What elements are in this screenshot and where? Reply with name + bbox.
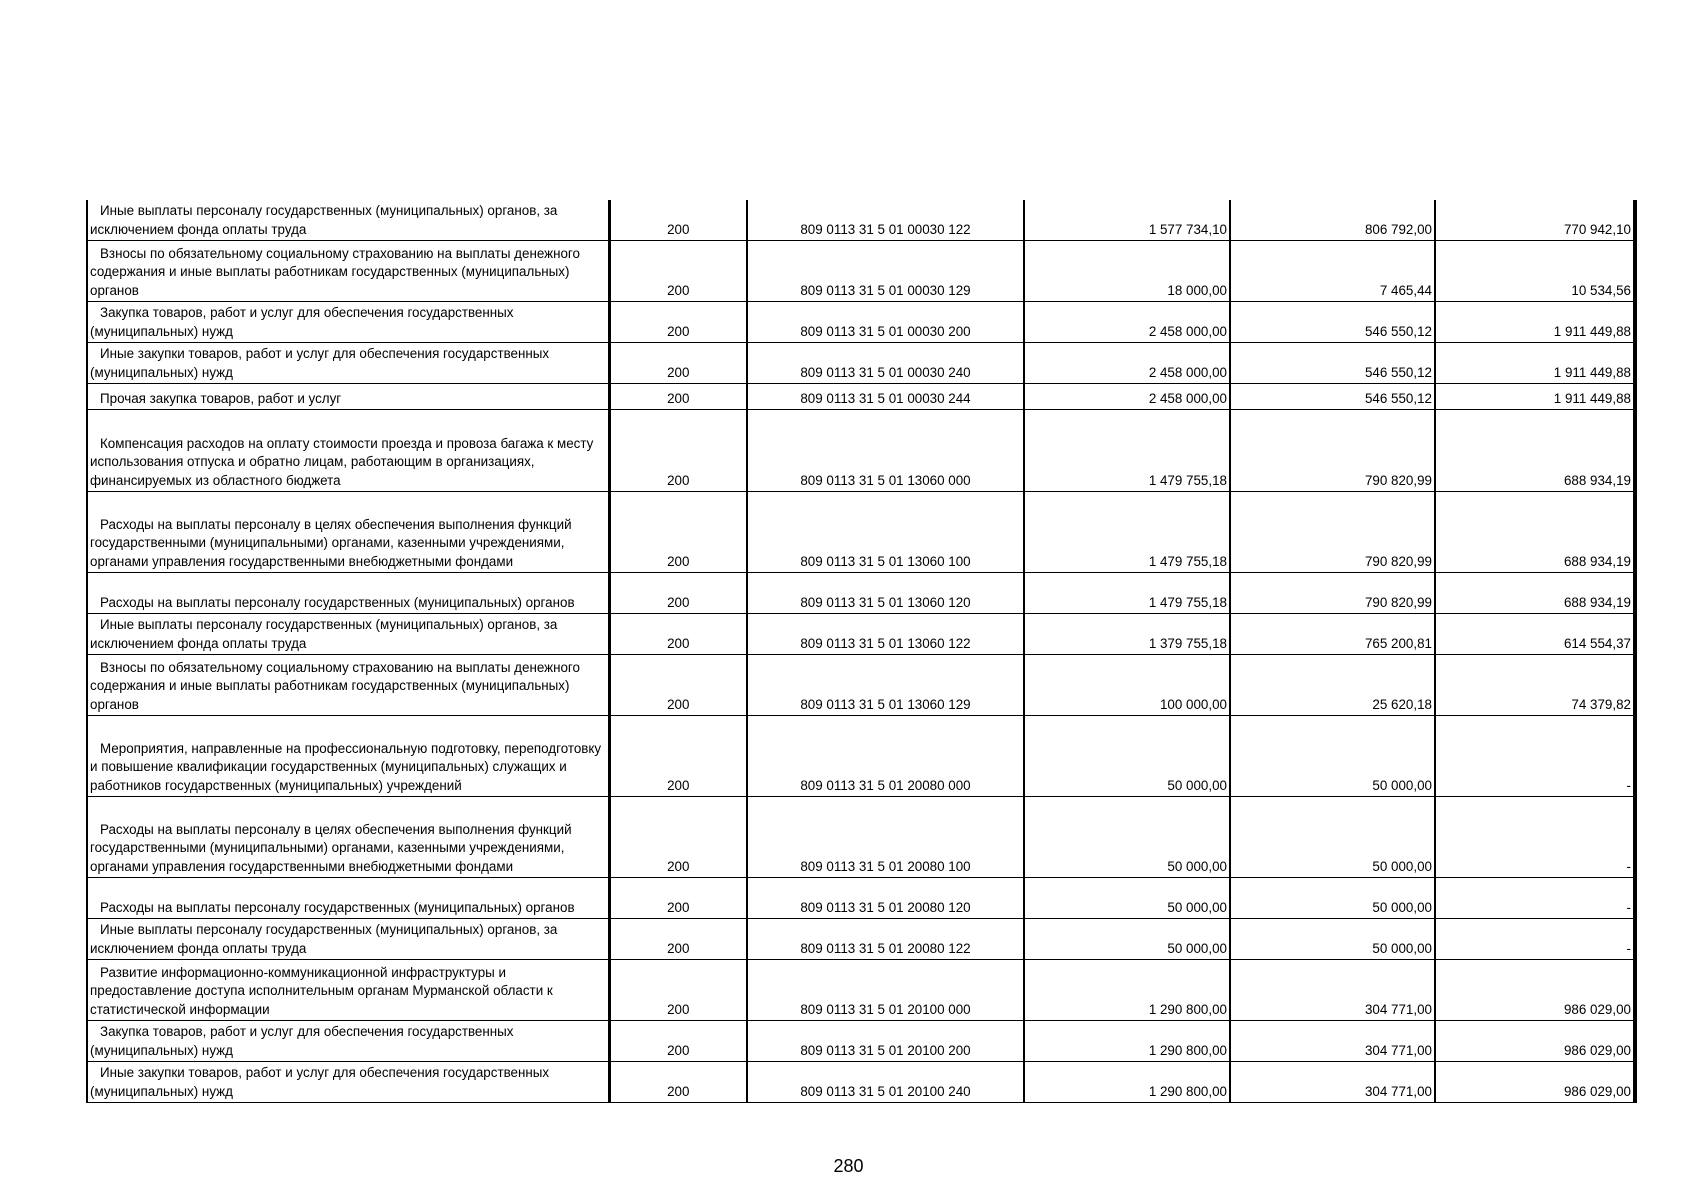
page-number: 280 xyxy=(833,1156,864,1176)
row-line-code-cell xyxy=(609,342,747,383)
row-budget-code-cell xyxy=(747,240,1024,301)
row-line-code-text: 200 xyxy=(667,858,690,874)
row-approved-text: 18 000,00 xyxy=(1167,282,1227,298)
row-unexecuted-cell xyxy=(1435,200,1635,240)
row-executed-text: 50 000,00 xyxy=(1372,899,1432,915)
row-line-code-text: 200 xyxy=(667,899,690,915)
row-budget-code-text: 809 0113 31 5 01 20080 000 xyxy=(800,777,971,793)
row-line-code-text: 200 xyxy=(667,594,690,610)
row-budget-code-cell xyxy=(747,796,1024,877)
row-approved-cell xyxy=(1024,383,1230,409)
row-unexecuted-cell xyxy=(1435,240,1635,301)
row-executed-cell xyxy=(1230,572,1435,613)
row-name-text: Развитие информационно-коммуникационной инфраструктуры и предоставление доступа исполнительным органам Мурманской области к статистической информации xyxy=(90,964,553,1017)
row-line-code-cell xyxy=(609,240,747,301)
row-unexecuted-text: 1 911 449,88 xyxy=(1553,390,1631,406)
row-approved-text: 100 000,00 xyxy=(1159,696,1227,712)
row-unexecuted-cell xyxy=(1435,383,1635,409)
table-row xyxy=(87,491,1635,572)
row-name-cell xyxy=(87,200,609,240)
row-approved-text: 1 479 755,18 xyxy=(1148,594,1227,610)
row-name-cell xyxy=(87,240,609,301)
row-name-text: Расходы на выплаты персоналу в целях обеспечения выполнения функций государственными (муниципальными) органами, казенными учреждениями, органами управления государственными внебюджетными фондами xyxy=(90,516,572,569)
row-line-code-text: 200 xyxy=(667,323,690,339)
row-executed-cell xyxy=(1230,918,1435,959)
row-executed-text: 790 820,99 xyxy=(1364,553,1432,569)
row-line-code-cell xyxy=(609,796,747,877)
row-line-code-text: 200 xyxy=(667,472,690,488)
row-line-code-text: 200 xyxy=(667,221,690,237)
table-row xyxy=(87,383,1635,409)
row-budget-code-cell xyxy=(747,491,1024,572)
row-approved-text: 1 290 800,00 xyxy=(1148,1083,1227,1099)
row-unexecuted-cell xyxy=(1435,409,1635,491)
row-budget-code-cell xyxy=(747,1020,1024,1061)
row-budget-code-text: 809 0113 31 5 01 20080 100 xyxy=(800,858,971,874)
row-budget-code-text: 809 0113 31 5 01 00030 122 xyxy=(800,221,971,237)
row-approved-cell xyxy=(1024,240,1230,301)
row-executed-cell xyxy=(1230,491,1435,572)
row-unexecuted-text: - xyxy=(1626,777,1631,793)
row-budget-code-cell xyxy=(747,301,1024,342)
row-executed-cell xyxy=(1230,796,1435,877)
table-row xyxy=(87,959,1635,1020)
table-row xyxy=(87,572,1635,613)
row-approved-text: 2 458 000,00 xyxy=(1148,364,1227,380)
row-line-code-text: 200 xyxy=(667,553,690,569)
row-line-code-text: 200 xyxy=(667,364,690,380)
row-line-code-cell xyxy=(609,491,747,572)
row-name-text: Закупка товаров, работ и услуг для обеспечения государственных (муниципальных) нужд xyxy=(90,1024,514,1058)
row-approved-cell xyxy=(1024,613,1230,654)
row-name-cell xyxy=(87,877,609,918)
row-line-code-cell xyxy=(609,1020,747,1061)
row-budget-code-cell xyxy=(747,383,1024,409)
row-line-code-text: 200 xyxy=(667,390,690,406)
row-line-code-cell xyxy=(609,959,747,1020)
row-budget-code-cell xyxy=(747,1061,1024,1102)
row-executed-cell xyxy=(1230,342,1435,383)
row-line-code-cell xyxy=(609,383,747,409)
row-name-text: Компенсация расходов на оплату стоимости проезда и провоза багажа к месту использования отпуска и обратно лицам, работающим в организациях, финансируемых из областного бюджета xyxy=(90,435,594,488)
row-approved-cell xyxy=(1024,491,1230,572)
row-name-text: Иные выплаты персоналу государственных (муниципальных) органов, за исключением фонда оплаты труда xyxy=(90,922,558,956)
row-unexecuted-cell xyxy=(1435,572,1635,613)
row-unexecuted-cell xyxy=(1435,796,1635,877)
row-approved-text: 1 290 800,00 xyxy=(1148,1001,1227,1017)
row-approved-text: 2 458 000,00 xyxy=(1148,390,1227,406)
row-budget-code-cell xyxy=(747,654,1024,715)
row-executed-text: 7 465,44 xyxy=(1379,282,1432,298)
table-row xyxy=(87,1061,1635,1102)
row-name-text: Взносы по обязательному социальному страхованию на выплаты денежного содержания и иные выплаты работникам государственных (муниципальных) органов xyxy=(90,659,580,712)
row-unexecuted-text: 688 934,19 xyxy=(1563,472,1631,488)
row-name-text: Иные выплаты персоналу государственных (муниципальных) органов, за исключением фонда оплаты труда xyxy=(90,203,558,237)
row-line-code-cell xyxy=(609,1061,747,1102)
row-budget-code-cell xyxy=(747,572,1024,613)
row-name-cell xyxy=(87,301,609,342)
row-budget-code-text: 809 0113 31 5 01 00030 240 xyxy=(800,364,971,380)
row-executed-text: 50 000,00 xyxy=(1372,777,1432,793)
row-executed-text: 50 000,00 xyxy=(1372,858,1432,874)
row-approved-text: 1 479 755,18 xyxy=(1148,472,1227,488)
table-row xyxy=(87,654,1635,715)
row-executed-cell xyxy=(1230,409,1435,491)
row-line-code-text: 200 xyxy=(667,1001,690,1017)
row-line-code-cell xyxy=(609,409,747,491)
row-executed-cell xyxy=(1230,1020,1435,1061)
row-executed-text: 546 550,12 xyxy=(1364,364,1432,380)
row-approved-text: 50 000,00 xyxy=(1167,899,1227,915)
row-name-cell xyxy=(87,1061,609,1102)
row-name-cell xyxy=(87,383,609,409)
row-budget-code-cell xyxy=(747,959,1024,1020)
row-budget-code-text: 809 0113 31 5 01 13060 120 xyxy=(800,594,971,610)
table-row xyxy=(87,342,1635,383)
row-unexecuted-text: 986 029,00 xyxy=(1563,1083,1631,1099)
row-approved-cell xyxy=(1024,342,1230,383)
row-line-code-cell xyxy=(609,715,747,796)
row-name-cell xyxy=(87,613,609,654)
row-executed-cell xyxy=(1230,877,1435,918)
row-name-text: Расходы на выплаты персоналу государственных (муниципальных) органов xyxy=(100,594,575,610)
row-approved-cell xyxy=(1024,796,1230,877)
row-name-cell xyxy=(87,1020,609,1061)
row-budget-code-text: 809 0113 31 5 01 13060 129 xyxy=(800,696,971,712)
table-row xyxy=(87,715,1635,796)
row-executed-cell xyxy=(1230,200,1435,240)
row-approved-text: 2 458 000,00 xyxy=(1148,323,1227,339)
table-row xyxy=(87,918,1635,959)
row-approved-cell xyxy=(1024,918,1230,959)
row-name-cell xyxy=(87,572,609,613)
row-name-text: Закупка товаров, работ и услуг для обеспечения государственных (муниципальных) нужд xyxy=(90,305,514,339)
row-budget-code-text: 809 0113 31 5 01 20080 120 xyxy=(800,899,971,915)
row-budget-code-text: 809 0113 31 5 01 20100 000 xyxy=(800,1001,971,1017)
row-approved-text: 50 000,00 xyxy=(1167,777,1227,793)
row-unexecuted-text: 614 554,37 xyxy=(1563,635,1631,651)
row-executed-text: 765 200,81 xyxy=(1364,635,1432,651)
row-approved-text: 50 000,00 xyxy=(1167,858,1227,874)
row-budget-code-text: 809 0113 31 5 01 13060 000 xyxy=(800,472,971,488)
row-unexecuted-text: 74 379,82 xyxy=(1571,696,1631,712)
row-executed-text: 304 771,00 xyxy=(1364,1001,1432,1017)
row-unexecuted-cell xyxy=(1435,1020,1635,1061)
row-budget-code-text: 809 0113 31 5 01 00030 244 xyxy=(800,390,971,406)
row-executed-text: 304 771,00 xyxy=(1364,1042,1432,1058)
row-name-text: Иные закупки товаров, работ и услуг для обеспечения государственных (муниципальных) нужд xyxy=(90,346,550,380)
row-budget-code-cell xyxy=(747,342,1024,383)
row-executed-cell xyxy=(1230,715,1435,796)
table-row xyxy=(87,409,1635,491)
row-approved-cell xyxy=(1024,572,1230,613)
row-unexecuted-text: - xyxy=(1626,858,1631,874)
row-budget-code-text: 809 0113 31 5 01 20100 240 xyxy=(800,1083,971,1099)
row-unexecuted-text: 688 934,19 xyxy=(1563,594,1631,610)
row-unexecuted-text: 770 942,10 xyxy=(1563,221,1631,237)
row-line-code-text: 200 xyxy=(667,777,690,793)
row-budget-code-cell xyxy=(747,877,1024,918)
row-budget-code-text: 809 0113 31 5 01 13060 100 xyxy=(800,553,971,569)
row-budget-code-cell xyxy=(747,918,1024,959)
row-line-code-cell xyxy=(609,301,747,342)
row-executed-text: 304 771,00 xyxy=(1364,1083,1432,1099)
row-line-code-cell xyxy=(609,572,747,613)
row-unexecuted-text: - xyxy=(1626,940,1631,956)
row-budget-code-cell xyxy=(747,409,1024,491)
row-name-cell xyxy=(87,959,609,1020)
row-approved-cell xyxy=(1024,200,1230,240)
row-approved-cell xyxy=(1024,1061,1230,1102)
row-approved-cell xyxy=(1024,959,1230,1020)
row-unexecuted-cell xyxy=(1435,613,1635,654)
row-unexecuted-text: 1 911 449,88 xyxy=(1553,364,1631,380)
row-executed-cell xyxy=(1230,240,1435,301)
row-budget-code-text: 809 0113 31 5 01 20100 200 xyxy=(800,1042,971,1058)
row-name-cell xyxy=(87,654,609,715)
row-name-cell xyxy=(87,491,609,572)
row-approved-text: 1 577 734,10 xyxy=(1148,221,1227,237)
table-row xyxy=(87,240,1635,301)
row-approved-text: 1 379 755,18 xyxy=(1148,635,1227,651)
budget-table-container xyxy=(86,200,1634,1103)
row-line-code-cell xyxy=(609,613,747,654)
row-unexecuted-text: 986 029,00 xyxy=(1563,1042,1631,1058)
table-row xyxy=(87,1020,1635,1061)
row-unexecuted-text: 10 534,56 xyxy=(1571,282,1631,298)
table-row xyxy=(87,200,1635,240)
row-approved-text: 50 000,00 xyxy=(1167,940,1227,956)
row-approved-cell xyxy=(1024,1020,1230,1061)
row-executed-cell xyxy=(1230,613,1435,654)
row-unexecuted-cell xyxy=(1435,301,1635,342)
row-unexecuted-text: - xyxy=(1626,899,1631,915)
row-line-code-text: 200 xyxy=(667,1042,690,1058)
table-row xyxy=(87,301,1635,342)
row-executed-cell xyxy=(1230,959,1435,1020)
row-name-text: Взносы по обязательному социальному страхованию на выплаты денежного содержания и иные выплаты работникам государственных (муниципальных) органов xyxy=(90,245,580,298)
row-unexecuted-text: 1 911 449,88 xyxy=(1553,323,1631,339)
row-name-cell xyxy=(87,796,609,877)
row-approved-text: 1 290 800,00 xyxy=(1148,1042,1227,1058)
row-line-code-text: 200 xyxy=(667,940,690,956)
row-name-cell xyxy=(87,918,609,959)
row-name-text: Расходы на выплаты персоналу государственных (муниципальных) органов xyxy=(100,899,575,915)
row-budget-code-text: 809 0113 31 5 01 00030 200 xyxy=(800,323,971,339)
table-row xyxy=(87,613,1635,654)
row-executed-text: 790 820,99 xyxy=(1364,594,1432,610)
row-approved-cell xyxy=(1024,877,1230,918)
row-unexecuted-cell xyxy=(1435,959,1635,1020)
row-executed-cell xyxy=(1230,1061,1435,1102)
row-budget-code-cell xyxy=(747,613,1024,654)
row-line-code-text: 200 xyxy=(667,635,690,651)
row-executed-text: 50 000,00 xyxy=(1372,940,1432,956)
row-name-cell xyxy=(87,409,609,491)
row-name-text: Расходы на выплаты персоналу в целях обеспечения выполнения функций государственными (муниципальными) органами, казенными учреждениями, органами управления государственными внебюджетными фондами xyxy=(90,821,572,874)
row-approved-cell xyxy=(1024,654,1230,715)
row-name-text: Мероприятия, направленные на профессиональную подготовку, переподготовку и повышение квалификации государственных (муниципальных) служащих и работников государственных (муниципальных) учреждений xyxy=(90,740,602,793)
row-unexecuted-cell xyxy=(1435,491,1635,572)
row-approved-cell xyxy=(1024,409,1230,491)
row-name-cell xyxy=(87,715,609,796)
row-line-code-cell xyxy=(609,654,747,715)
row-line-code-cell xyxy=(609,200,747,240)
row-executed-text: 25 620,18 xyxy=(1372,696,1432,712)
row-name-text: Иные закупки товаров, работ и услуг для обеспечения государственных (муниципальных) нужд xyxy=(90,1065,550,1099)
row-budget-code-text: 809 0113 31 5 01 13060 122 xyxy=(800,635,971,651)
row-name-cell xyxy=(87,342,609,383)
row-approved-text: 1 479 755,18 xyxy=(1148,553,1227,569)
row-budget-code-cell xyxy=(747,200,1024,240)
row-budget-code-text: 809 0113 31 5 01 20080 122 xyxy=(800,940,971,956)
row-executed-text: 546 550,12 xyxy=(1364,390,1432,406)
row-unexecuted-cell xyxy=(1435,877,1635,918)
table-row xyxy=(87,796,1635,877)
row-name-text: Прочая закупка товаров, работ и услуг xyxy=(100,390,342,406)
row-line-code-text: 200 xyxy=(667,282,690,298)
row-unexecuted-text: 688 934,19 xyxy=(1563,553,1631,569)
row-executed-cell xyxy=(1230,654,1435,715)
row-executed-text: 546 550,12 xyxy=(1364,323,1432,339)
row-executed-cell xyxy=(1230,301,1435,342)
row-executed-text: 790 820,99 xyxy=(1364,472,1432,488)
row-unexecuted-cell xyxy=(1435,715,1635,796)
row-line-code-cell xyxy=(609,877,747,918)
row-unexecuted-text: 986 029,00 xyxy=(1563,1001,1631,1017)
budget-execution-table xyxy=(86,200,1637,1103)
table-row xyxy=(87,877,1635,918)
row-line-code-text: 200 xyxy=(667,1083,690,1099)
row-approved-cell xyxy=(1024,301,1230,342)
row-unexecuted-cell xyxy=(1435,918,1635,959)
row-executed-cell xyxy=(1230,383,1435,409)
row-name-text: Иные выплаты персоналу государственных (муниципальных) органов, за исключением фонда оплаты труда xyxy=(90,617,558,651)
row-budget-code-cell xyxy=(747,715,1024,796)
row-unexecuted-cell xyxy=(1435,1061,1635,1102)
row-approved-cell xyxy=(1024,715,1230,796)
row-unexecuted-cell xyxy=(1435,654,1635,715)
row-budget-code-text: 809 0113 31 5 01 00030 129 xyxy=(800,282,971,298)
row-line-code-cell xyxy=(609,918,747,959)
row-line-code-text: 200 xyxy=(667,696,690,712)
row-unexecuted-cell xyxy=(1435,342,1635,383)
row-executed-text: 806 792,00 xyxy=(1364,221,1432,237)
table-body xyxy=(87,200,1635,1102)
